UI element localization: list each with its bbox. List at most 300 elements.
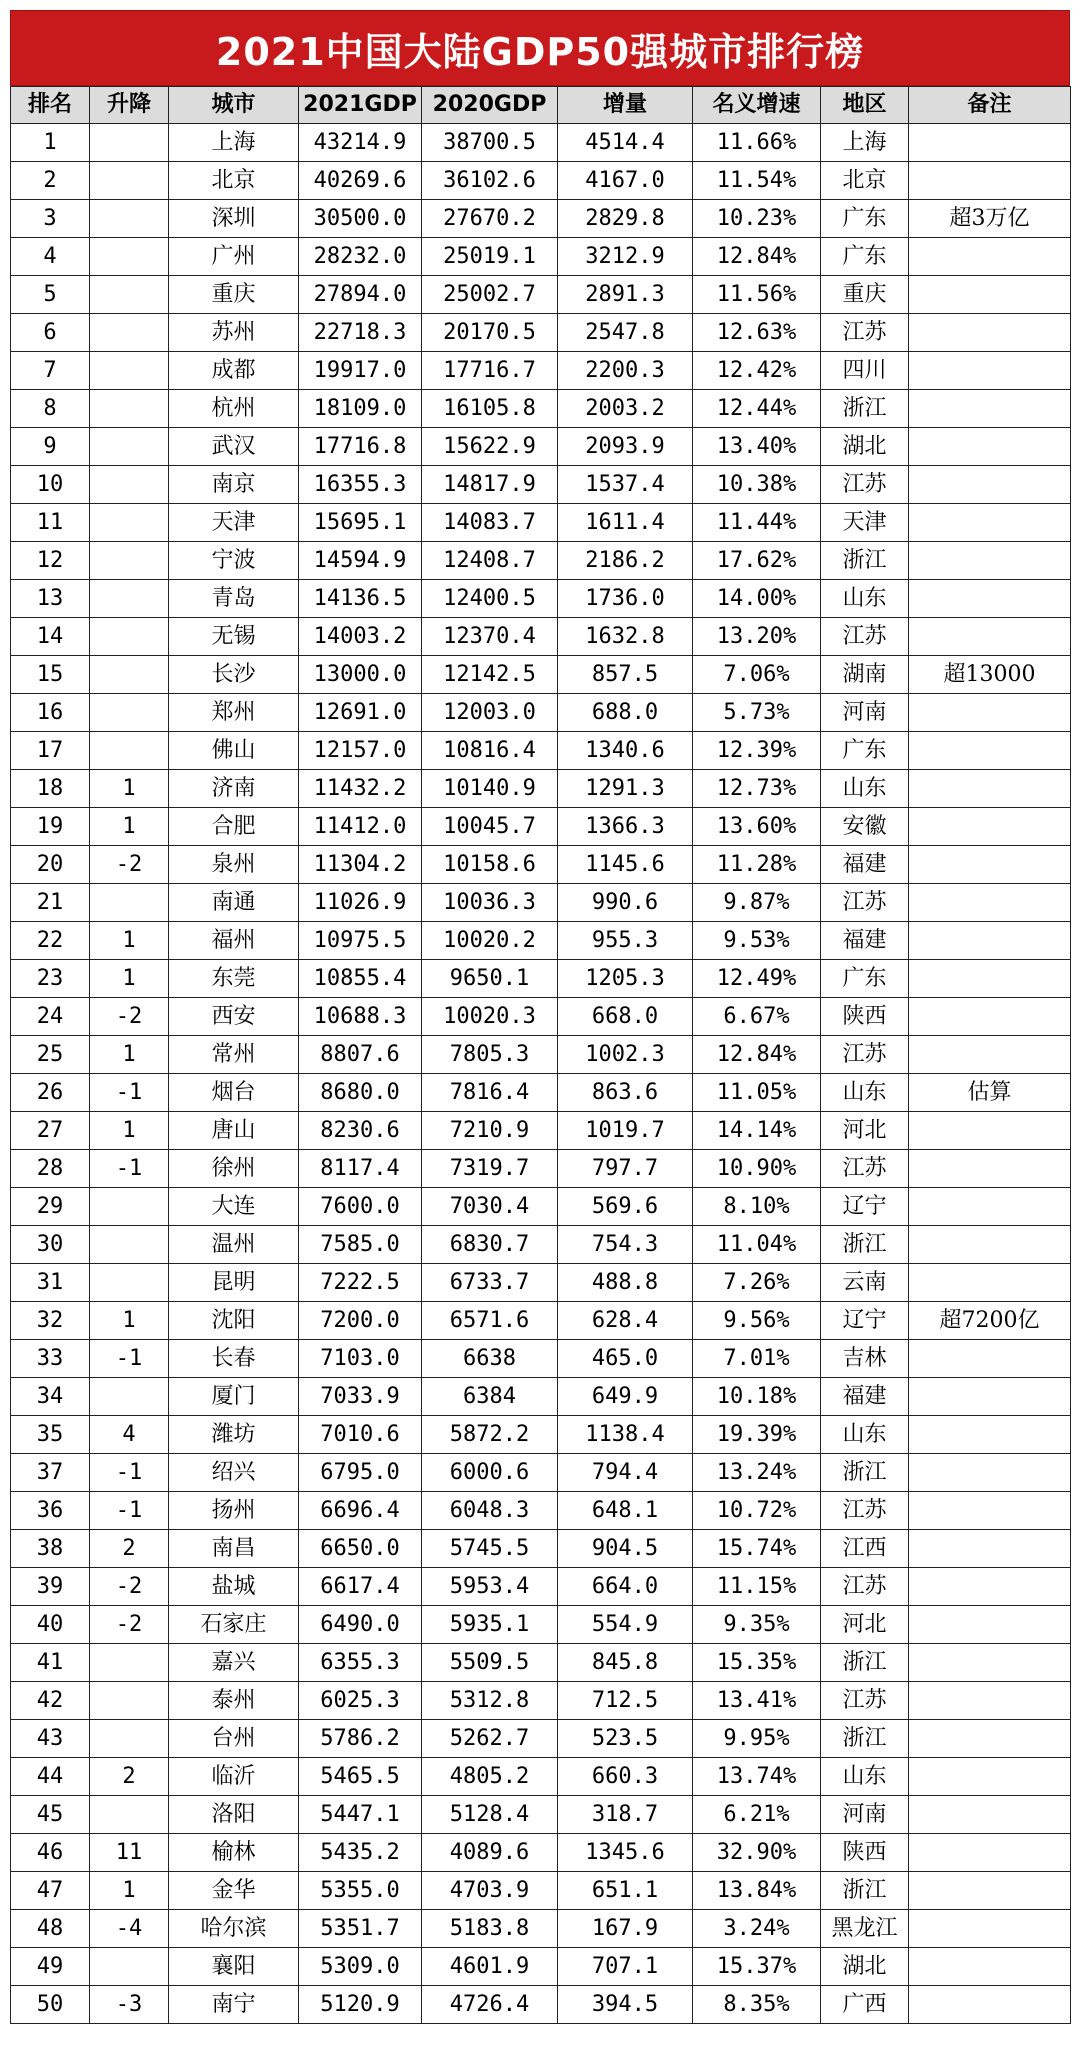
cell-rank[interactable]: 27 [11,1112,90,1150]
cell-region[interactable]: 福建 [821,1378,909,1416]
cell-city[interactable]: 长春 [169,1340,299,1378]
cell-note[interactable] [909,846,1071,884]
cell-growth-rate[interactable]: 13.74% [693,1758,821,1796]
cell-city[interactable]: 大连 [169,1188,299,1226]
cell-growth-rate[interactable]: 6.67% [693,998,821,1036]
cell-region[interactable]: 广东 [821,732,909,770]
cell-note[interactable] [909,1036,1071,1074]
cell-change[interactable] [90,618,169,656]
cell-increment[interactable]: 3212.9 [558,238,693,276]
cell-rank[interactable]: 24 [11,998,90,1036]
cell-rank[interactable]: 15 [11,656,90,694]
cell-note[interactable] [909,732,1071,770]
cell-region[interactable]: 江苏 [821,1682,909,1720]
cell-rank[interactable]: 29 [11,1188,90,1226]
cell-growth-rate[interactable]: 12.63% [693,314,821,352]
cell-gdp-2020[interactable]: 7805.3 [422,1036,558,1074]
cell-city[interactable]: 南宁 [169,1986,299,2024]
cell-rank[interactable]: 49 [11,1948,90,1986]
cell-region[interactable]: 湖南 [821,656,909,694]
cell-change[interactable]: -1 [90,1150,169,1188]
cell-rank[interactable]: 38 [11,1530,90,1568]
cell-city[interactable]: 合肥 [169,808,299,846]
cell-change[interactable] [90,466,169,504]
cell-gdp-2020[interactable]: 5183.8 [422,1910,558,1948]
cell-region[interactable]: 浙江 [821,1644,909,1682]
cell-growth-rate[interactable]: 10.72% [693,1492,821,1530]
cell-gdp-2021[interactable]: 11432.2 [299,770,422,808]
cell-note[interactable] [909,238,1071,276]
cell-gdp-2021[interactable]: 6696.4 [299,1492,422,1530]
cell-gdp-2021[interactable]: 7200.0 [299,1302,422,1340]
cell-change[interactable]: 4 [90,1416,169,1454]
cell-gdp-2020[interactable]: 9650.1 [422,960,558,998]
cell-gdp-2021[interactable]: 5309.0 [299,1948,422,1986]
cell-region[interactable]: 辽宁 [821,1188,909,1226]
cell-region[interactable]: 浙江 [821,542,909,580]
cell-increment[interactable]: 4514.4 [558,124,693,162]
cell-increment[interactable]: 1736.0 [558,580,693,618]
cell-growth-rate[interactable]: 12.44% [693,390,821,428]
cell-region[interactable]: 辽宁 [821,1302,909,1340]
cell-growth-rate[interactable]: 14.00% [693,580,821,618]
cell-city[interactable]: 上海 [169,124,299,162]
cell-growth-rate[interactable]: 6.21% [693,1796,821,1834]
cell-gdp-2021[interactable]: 5786.2 [299,1720,422,1758]
cell-gdp-2020[interactable]: 4703.9 [422,1872,558,1910]
cell-region[interactable]: 山东 [821,1074,909,1112]
cell-gdp-2021[interactable]: 6025.3 [299,1682,422,1720]
cell-growth-rate[interactable]: 13.41% [693,1682,821,1720]
cell-gdp-2020[interactable]: 5509.5 [422,1644,558,1682]
cell-rank[interactable]: 34 [11,1378,90,1416]
cell-city[interactable]: 绍兴 [169,1454,299,1492]
cell-gdp-2020[interactable]: 12003.0 [422,694,558,732]
cell-city[interactable]: 南通 [169,884,299,922]
cell-increment[interactable]: 2003.2 [558,390,693,428]
cell-gdp-2020[interactable]: 27670.2 [422,200,558,238]
cell-growth-rate[interactable]: 8.10% [693,1188,821,1226]
cell-gdp-2020[interactable]: 6830.7 [422,1226,558,1264]
cell-rank[interactable]: 12 [11,542,90,580]
cell-city[interactable]: 广州 [169,238,299,276]
cell-city[interactable]: 扬州 [169,1492,299,1530]
cell-gdp-2020[interactable]: 20170.5 [422,314,558,352]
cell-growth-rate[interactable]: 9.53% [693,922,821,960]
cell-note[interactable]: 估算 [909,1074,1071,1112]
cell-city[interactable]: 潍坊 [169,1416,299,1454]
cell-rank[interactable]: 28 [11,1150,90,1188]
cell-gdp-2020[interactable]: 7816.4 [422,1074,558,1112]
cell-region[interactable]: 湖北 [821,428,909,466]
cell-note[interactable] [909,580,1071,618]
cell-note[interactable] [909,960,1071,998]
cell-gdp-2021[interactable]: 7585.0 [299,1226,422,1264]
cell-rank[interactable]: 11 [11,504,90,542]
cell-note[interactable] [909,618,1071,656]
cell-change[interactable]: 1 [90,808,169,846]
cell-increment[interactable]: 2186.2 [558,542,693,580]
cell-gdp-2020[interactable]: 10158.6 [422,846,558,884]
cell-gdp-2021[interactable]: 5120.9 [299,1986,422,2024]
cell-region[interactable]: 山东 [821,770,909,808]
cell-rank[interactable]: 46 [11,1834,90,1872]
cell-gdp-2021[interactable]: 30500.0 [299,200,422,238]
cell-change[interactable]: 1 [90,1872,169,1910]
cell-region[interactable]: 河南 [821,694,909,732]
cell-gdp-2021[interactable]: 6795.0 [299,1454,422,1492]
cell-gdp-2020[interactable]: 14083.7 [422,504,558,542]
header-note[interactable]: 备注 [909,87,1071,124]
cell-region[interactable]: 北京 [821,162,909,200]
cell-region[interactable]: 河北 [821,1112,909,1150]
cell-increment[interactable]: 4167.0 [558,162,693,200]
cell-change[interactable] [90,1378,169,1416]
cell-gdp-2020[interactable]: 6638 [422,1340,558,1378]
cell-gdp-2021[interactable]: 43214.9 [299,124,422,162]
cell-note[interactable] [909,808,1071,846]
cell-increment[interactable]: 2891.3 [558,276,693,314]
cell-city[interactable]: 洛阳 [169,1796,299,1834]
cell-note[interactable] [909,542,1071,580]
cell-region[interactable]: 江苏 [821,1150,909,1188]
cell-change[interactable] [90,1796,169,1834]
cell-city[interactable]: 无锡 [169,618,299,656]
cell-city[interactable]: 武汉 [169,428,299,466]
cell-city[interactable]: 福州 [169,922,299,960]
cell-note[interactable] [909,314,1071,352]
cell-growth-rate[interactable]: 3.24% [693,1910,821,1948]
cell-growth-rate[interactable]: 15.37% [693,1948,821,1986]
cell-gdp-2020[interactable]: 12142.5 [422,656,558,694]
cell-city[interactable]: 金华 [169,1872,299,1910]
cell-gdp-2021[interactable]: 7222.5 [299,1264,422,1302]
cell-note[interactable] [909,1720,1071,1758]
cell-city[interactable]: 泰州 [169,1682,299,1720]
cell-change[interactable] [90,428,169,466]
cell-city[interactable]: 天津 [169,504,299,542]
cell-change[interactable]: -4 [90,1910,169,1948]
cell-city[interactable]: 襄阳 [169,1948,299,1986]
cell-rank[interactable]: 4 [11,238,90,276]
cell-increment[interactable]: 394.5 [558,1986,693,2024]
cell-city[interactable]: 济南 [169,770,299,808]
cell-region[interactable]: 河北 [821,1606,909,1644]
cell-growth-rate[interactable]: 17.62% [693,542,821,580]
cell-city[interactable]: 南昌 [169,1530,299,1568]
cell-growth-rate[interactable]: 12.84% [693,1036,821,1074]
cell-increment[interactable]: 754.3 [558,1226,693,1264]
cell-rank[interactable]: 3 [11,200,90,238]
cell-growth-rate[interactable]: 10.23% [693,200,821,238]
cell-city[interactable]: 西安 [169,998,299,1036]
cell-increment[interactable]: 863.6 [558,1074,693,1112]
header-rank[interactable]: 排名 [11,87,90,124]
cell-increment[interactable]: 1340.6 [558,732,693,770]
cell-note[interactable] [909,1568,1071,1606]
cell-change[interactable] [90,200,169,238]
cell-note[interactable] [909,1188,1071,1226]
cell-growth-rate[interactable]: 13.24% [693,1454,821,1492]
cell-gdp-2021[interactable]: 14003.2 [299,618,422,656]
cell-note[interactable] [909,1796,1071,1834]
cell-gdp-2021[interactable]: 28232.0 [299,238,422,276]
cell-growth-rate[interactable]: 11.54% [693,162,821,200]
cell-region[interactable]: 广东 [821,238,909,276]
cell-increment[interactable]: 318.7 [558,1796,693,1834]
header-increment[interactable]: 增量 [558,87,693,124]
cell-growth-rate[interactable]: 11.56% [693,276,821,314]
cell-increment[interactable]: 794.4 [558,1454,693,1492]
cell-change[interactable] [90,124,169,162]
cell-note[interactable] [909,770,1071,808]
header-gdp-2021[interactable]: 2021GDP [299,87,422,124]
cell-growth-rate[interactable]: 7.26% [693,1264,821,1302]
cell-growth-rate[interactable]: 7.01% [693,1340,821,1378]
cell-change[interactable] [90,314,169,352]
cell-growth-rate[interactable]: 13.84% [693,1872,821,1910]
cell-change[interactable]: -1 [90,1340,169,1378]
cell-growth-rate[interactable]: 12.49% [693,960,821,998]
cell-city[interactable]: 长沙 [169,656,299,694]
cell-city[interactable]: 佛山 [169,732,299,770]
cell-increment[interactable]: 712.5 [558,1682,693,1720]
cell-city[interactable]: 泉州 [169,846,299,884]
cell-note[interactable] [909,1986,1071,2024]
cell-region[interactable]: 四川 [821,352,909,390]
cell-gdp-2020[interactable]: 7319.7 [422,1150,558,1188]
cell-increment[interactable]: 2200.3 [558,352,693,390]
cell-rank[interactable]: 47 [11,1872,90,1910]
cell-increment[interactable]: 554.9 [558,1606,693,1644]
cell-gdp-2020[interactable]: 4726.4 [422,1986,558,2024]
cell-city[interactable]: 温州 [169,1226,299,1264]
cell-gdp-2021[interactable]: 7103.0 [299,1340,422,1378]
cell-city[interactable]: 昆明 [169,1264,299,1302]
cell-note[interactable] [909,1872,1071,1910]
cell-gdp-2020[interactable]: 38700.5 [422,124,558,162]
cell-city[interactable]: 宁波 [169,542,299,580]
cell-note[interactable] [909,1910,1071,1948]
cell-region[interactable]: 河南 [821,1796,909,1834]
cell-region[interactable]: 广东 [821,960,909,998]
cell-growth-rate[interactable]: 11.15% [693,1568,821,1606]
cell-rank[interactable]: 41 [11,1644,90,1682]
cell-note[interactable] [909,1682,1071,1720]
cell-region[interactable]: 浙江 [821,390,909,428]
cell-change[interactable]: -1 [90,1492,169,1530]
cell-gdp-2020[interactable]: 16105.8 [422,390,558,428]
cell-rank[interactable]: 30 [11,1226,90,1264]
cell-note[interactable] [909,352,1071,390]
cell-change[interactable]: 1 [90,1112,169,1150]
cell-rank[interactable]: 35 [11,1416,90,1454]
cell-increment[interactable]: 1145.6 [558,846,693,884]
cell-change[interactable]: 11 [90,1834,169,1872]
cell-change[interactable] [90,390,169,428]
cell-rank[interactable]: 2 [11,162,90,200]
cell-gdp-2021[interactable]: 10975.5 [299,922,422,960]
cell-increment[interactable]: 2829.8 [558,200,693,238]
header-city[interactable]: 城市 [169,87,299,124]
cell-increment[interactable]: 688.0 [558,694,693,732]
cell-gdp-2020[interactable]: 5745.5 [422,1530,558,1568]
cell-change[interactable] [90,238,169,276]
cell-region[interactable]: 山东 [821,1416,909,1454]
cell-region[interactable]: 江苏 [821,466,909,504]
cell-rank[interactable]: 13 [11,580,90,618]
cell-growth-rate[interactable]: 9.35% [693,1606,821,1644]
cell-increment[interactable]: 845.8 [558,1644,693,1682]
cell-region[interactable]: 广东 [821,200,909,238]
cell-region[interactable]: 广西 [821,1986,909,2024]
cell-increment[interactable]: 569.6 [558,1188,693,1226]
cell-growth-rate[interactable]: 9.56% [693,1302,821,1340]
cell-rank[interactable]: 10 [11,466,90,504]
cell-gdp-2020[interactable]: 12400.5 [422,580,558,618]
cell-gdp-2021[interactable]: 10688.3 [299,998,422,1036]
cell-increment[interactable]: 1205.3 [558,960,693,998]
cell-growth-rate[interactable]: 11.04% [693,1226,821,1264]
cell-gdp-2021[interactable]: 7600.0 [299,1188,422,1226]
cell-increment[interactable]: 955.3 [558,922,693,960]
cell-region[interactable]: 浙江 [821,1872,909,1910]
cell-gdp-2021[interactable]: 5355.0 [299,1872,422,1910]
cell-note[interactable] [909,1340,1071,1378]
cell-gdp-2020[interactable]: 15622.9 [422,428,558,466]
cell-growth-rate[interactable]: 13.40% [693,428,821,466]
cell-growth-rate[interactable]: 11.05% [693,1074,821,1112]
cell-city[interactable]: 石家庄 [169,1606,299,1644]
cell-gdp-2021[interactable]: 11304.2 [299,846,422,884]
cell-rank[interactable]: 43 [11,1720,90,1758]
cell-increment[interactable]: 1291.3 [558,770,693,808]
cell-change[interactable] [90,732,169,770]
cell-change[interactable]: 2 [90,1530,169,1568]
cell-gdp-2021[interactable]: 8230.6 [299,1112,422,1150]
cell-change[interactable] [90,1264,169,1302]
cell-change[interactable]: -2 [90,1606,169,1644]
cell-gdp-2020[interactable]: 5872.2 [422,1416,558,1454]
cell-region[interactable]: 江苏 [821,1036,909,1074]
cell-increment[interactable]: 523.5 [558,1720,693,1758]
cell-gdp-2020[interactable]: 25019.1 [422,238,558,276]
header-region[interactable]: 地区 [821,87,909,124]
cell-change[interactable]: 1 [90,922,169,960]
cell-note[interactable] [909,922,1071,960]
cell-region[interactable]: 天津 [821,504,909,542]
cell-note[interactable] [909,1644,1071,1682]
cell-change[interactable] [90,542,169,580]
cell-region[interactable]: 黑龙江 [821,1910,909,1948]
cell-growth-rate[interactable]: 11.28% [693,846,821,884]
cell-rank[interactable]: 32 [11,1302,90,1340]
cell-growth-rate[interactable]: 32.90% [693,1834,821,1872]
cell-rank[interactable]: 26 [11,1074,90,1112]
cell-note[interactable] [909,998,1071,1036]
header-growth-rate[interactable]: 名义增速 [693,87,821,124]
cell-rank[interactable]: 16 [11,694,90,732]
cell-gdp-2020[interactable]: 36102.6 [422,162,558,200]
cell-gdp-2020[interactable]: 5262.7 [422,1720,558,1758]
cell-gdp-2021[interactable]: 12157.0 [299,732,422,770]
cell-rank[interactable]: 48 [11,1910,90,1948]
cell-rank[interactable]: 37 [11,1454,90,1492]
cell-gdp-2020[interactable]: 17716.7 [422,352,558,390]
cell-increment[interactable]: 857.5 [558,656,693,694]
cell-rank[interactable]: 50 [11,1986,90,2024]
cell-increment[interactable]: 904.5 [558,1530,693,1568]
cell-growth-rate[interactable]: 9.87% [693,884,821,922]
cell-change[interactable] [90,694,169,732]
cell-change[interactable]: -2 [90,846,169,884]
cell-increment[interactable]: 2547.8 [558,314,693,352]
cell-gdp-2020[interactable]: 14817.9 [422,466,558,504]
cell-city[interactable]: 台州 [169,1720,299,1758]
cell-change[interactable]: -1 [90,1074,169,1112]
cell-gdp-2021[interactable]: 10855.4 [299,960,422,998]
cell-gdp-2021[interactable]: 6355.3 [299,1644,422,1682]
cell-city[interactable]: 临沂 [169,1758,299,1796]
cell-city[interactable]: 厦门 [169,1378,299,1416]
cell-gdp-2020[interactable]: 6048.3 [422,1492,558,1530]
cell-region[interactable]: 浙江 [821,1720,909,1758]
cell-rank[interactable]: 7 [11,352,90,390]
cell-note[interactable] [909,1530,1071,1568]
cell-growth-rate[interactable]: 13.60% [693,808,821,846]
cell-growth-rate[interactable]: 10.38% [693,466,821,504]
cell-gdp-2021[interactable]: 7010.6 [299,1416,422,1454]
cell-rank[interactable]: 25 [11,1036,90,1074]
cell-increment[interactable]: 1138.4 [558,1416,693,1454]
cell-rank[interactable]: 5 [11,276,90,314]
cell-change[interactable] [90,1226,169,1264]
cell-city[interactable]: 烟台 [169,1074,299,1112]
cell-increment[interactable]: 1611.4 [558,504,693,542]
cell-region[interactable]: 福建 [821,922,909,960]
cell-gdp-2021[interactable]: 5447.1 [299,1796,422,1834]
cell-increment[interactable]: 990.6 [558,884,693,922]
cell-note[interactable] [909,1264,1071,1302]
cell-growth-rate[interactable]: 11.44% [693,504,821,542]
cell-city[interactable]: 杭州 [169,390,299,428]
cell-gdp-2020[interactable]: 5128.4 [422,1796,558,1834]
cell-rank[interactable]: 17 [11,732,90,770]
cell-change[interactable]: 1 [90,1036,169,1074]
cell-growth-rate[interactable]: 10.90% [693,1150,821,1188]
cell-gdp-2020[interactable]: 6000.6 [422,1454,558,1492]
cell-gdp-2021[interactable]: 6650.0 [299,1530,422,1568]
cell-growth-rate[interactable]: 12.84% [693,238,821,276]
cell-change[interactable]: -2 [90,998,169,1036]
cell-growth-rate[interactable]: 10.18% [693,1378,821,1416]
cell-growth-rate[interactable]: 7.06% [693,656,821,694]
cell-gdp-2020[interactable]: 4805.2 [422,1758,558,1796]
cell-gdp-2020[interactable]: 12408.7 [422,542,558,580]
cell-increment[interactable]: 797.7 [558,1150,693,1188]
cell-gdp-2020[interactable]: 6384 [422,1378,558,1416]
cell-note[interactable]: 超13000 [909,656,1071,694]
cell-increment[interactable]: 668.0 [558,998,693,1036]
cell-rank[interactable]: 36 [11,1492,90,1530]
cell-rank[interactable]: 31 [11,1264,90,1302]
cell-note[interactable] [909,1112,1071,1150]
cell-gdp-2021[interactable]: 6490.0 [299,1606,422,1644]
cell-gdp-2020[interactable]: 7030.4 [422,1188,558,1226]
cell-city[interactable]: 北京 [169,162,299,200]
cell-change[interactable] [90,580,169,618]
cell-gdp-2021[interactable]: 27894.0 [299,276,422,314]
